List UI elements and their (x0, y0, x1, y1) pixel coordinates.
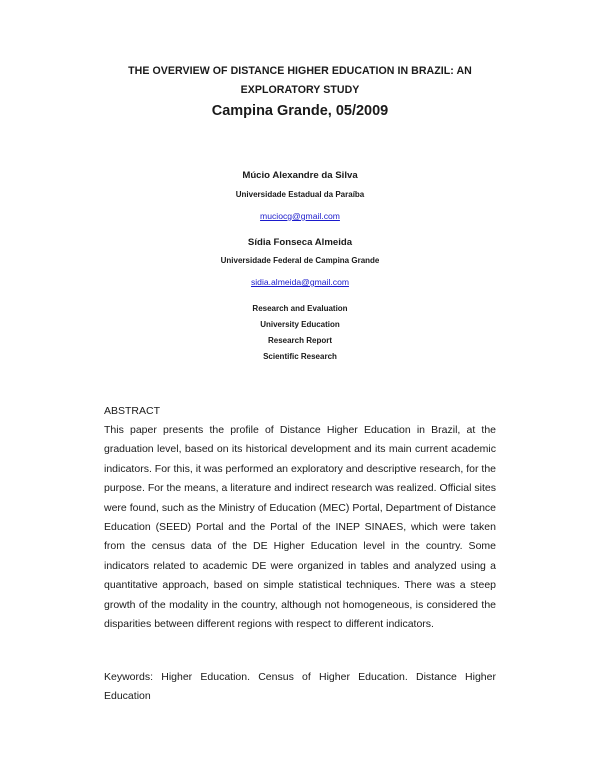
category-item: University Education (260, 320, 340, 329)
paper-date-location: Campina Grande, 05/2009 (211, 103, 389, 119)
author-email-2-wrapper (0, 272, 600, 290)
author-email-1-link[interactable]: muciocg@gmail.com (260, 211, 340, 221)
author-email-1-wrapper (0, 206, 600, 224)
author-affiliation-1: Universidade Estadual da Paraíba (235, 190, 365, 199)
category-item: Scientific Research (263, 352, 337, 361)
keywords-text: Keywords: Higher Education. Census of Higher Education. Distance Higher Education (104, 671, 496, 703)
abstract-body: This paper presents the profile of Distance Higher Education in Brazil, at the graduation level, based on its historical development and its main current academic indicators. For this, it was performed an exploratory and descriptive research, for the purpose. For the means, a literature and indirect research was realized. Official sites were found, such as the Ministry of Education (MEC) Portal, Department of Distance Education (SEED) Portal and the Portal of the INEP SINAES, which were taken from the census data of the DE Higher Education level in the country. Some indicators related to academic DE were organized in tables and analyzed using a quantitative approach, based on simple statistical techniques. There was a steep growth of the modality in the country, although not homogeneous, is considered the disparities between different regions with respect to different indicators. (104, 424, 496, 631)
category-item: Research Report (267, 336, 333, 345)
author-name-1: Múcio Alexandre da Silva (242, 170, 358, 181)
author-email-2-link[interactable]: sidia.almeida@gmail.com (250, 277, 350, 287)
paper-title-line-1: THE OVERVIEW OF DISTANCE HIGHER EDUCATION IN BRAZIL: AN (128, 65, 472, 77)
paper-title (0, 62, 600, 100)
author-name-2: Sídia Fonseca Almeida (247, 237, 353, 248)
author-affiliation-2: Universidade Federal de Campina Grande (220, 256, 380, 265)
paper-title-line-2: EXPLORATORY STUDY (240, 84, 360, 96)
abstract-heading: ABSTRACT (104, 405, 161, 417)
category-list (0, 301, 600, 365)
category-item: Research and Evaluation (252, 304, 348, 313)
